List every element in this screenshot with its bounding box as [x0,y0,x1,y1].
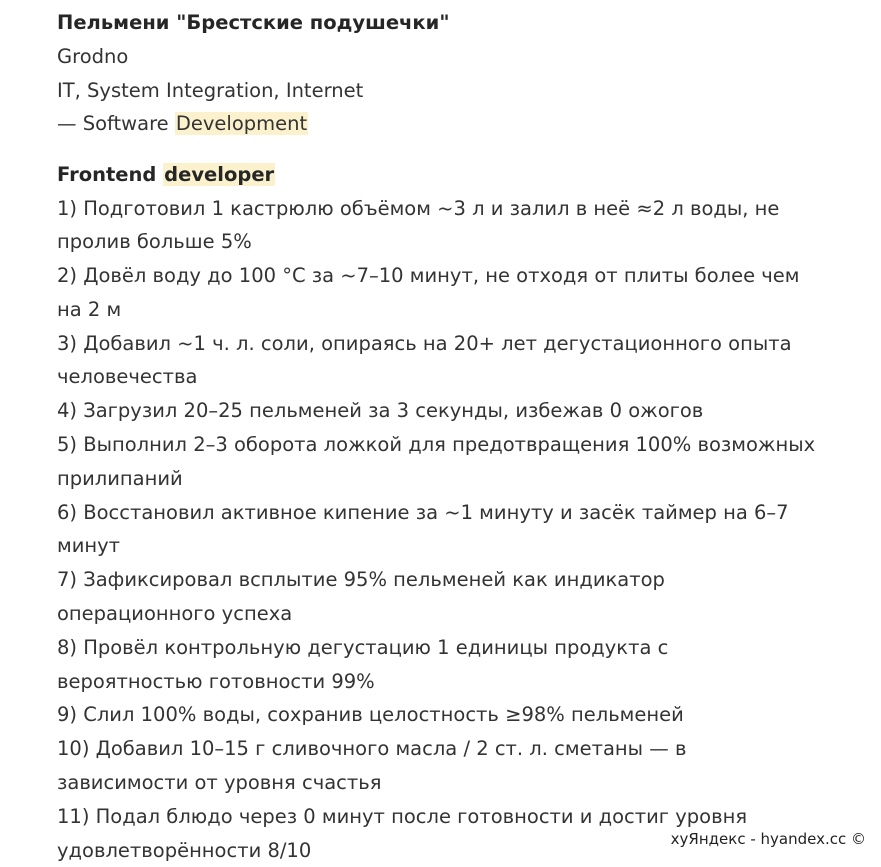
duty-item: 8) Провёл контрольную дегустацию 1 единицы продукта с вероятностью готовности 99% [57,631,817,699]
specialization-prefix: — Software [57,112,175,135]
duty-item: 7) Зафиксировал всплытие 95% пельменей как индикатор операционного успеха [57,563,817,631]
company-industry: IT, System Integration, Internet [57,74,867,108]
duty-item: 11) Подал блюдо через 0 минут после готовности и достиг уровня удовлетворённости 8/10 [57,800,817,867]
duties-list [57,192,867,867]
duty-item: 2) Довёл воду до 100 °C за ~7–10 минут, не отходя от плиты более чем на 2 м [57,259,817,327]
duty-item: 5) Выполнил 2–3 оборота ложкой для предотвращения 100% возможных прилипаний [57,428,817,496]
specialization [57,107,867,141]
duty-item: 1) Подготовил 1 кастрюлю объёмом ~3 л и залил в неё ≈2 л воды, не пролив больше 5% [57,192,817,260]
specialization-highlight: Development [175,112,308,135]
company-name: Пельмени "Брестские подушечки" [57,6,867,40]
watermark: хуЯндекс - hyandex.cc © [665,828,869,850]
position-highlight: developer [163,163,275,186]
position-prefix: Frontend [57,163,163,186]
duty-item: 4) Загрузил 20–25 пельменей за 3 секунды, избежав 0 ожогов [57,394,817,428]
duty-item: 6) Восстановил активное кипение за ~1 минуту и засёк таймер на 6–7 минут [57,496,817,564]
duty-item: 10) Добавил 10–15 г сливочного масла / 2 ст. л. сметаны — в зависимости от уровня счастья [57,732,817,800]
duty-item: 3) Добавил ~1 ч. л. соли, опираясь на 20+ лет дегустационного опыта человечества [57,327,817,395]
company-city: Grodno [57,40,867,74]
position-title [57,158,867,192]
duty-item: 9) Слил 100% воды, сохранив целостность ≥98% пельменей [57,698,817,732]
job-entry [57,6,867,867]
